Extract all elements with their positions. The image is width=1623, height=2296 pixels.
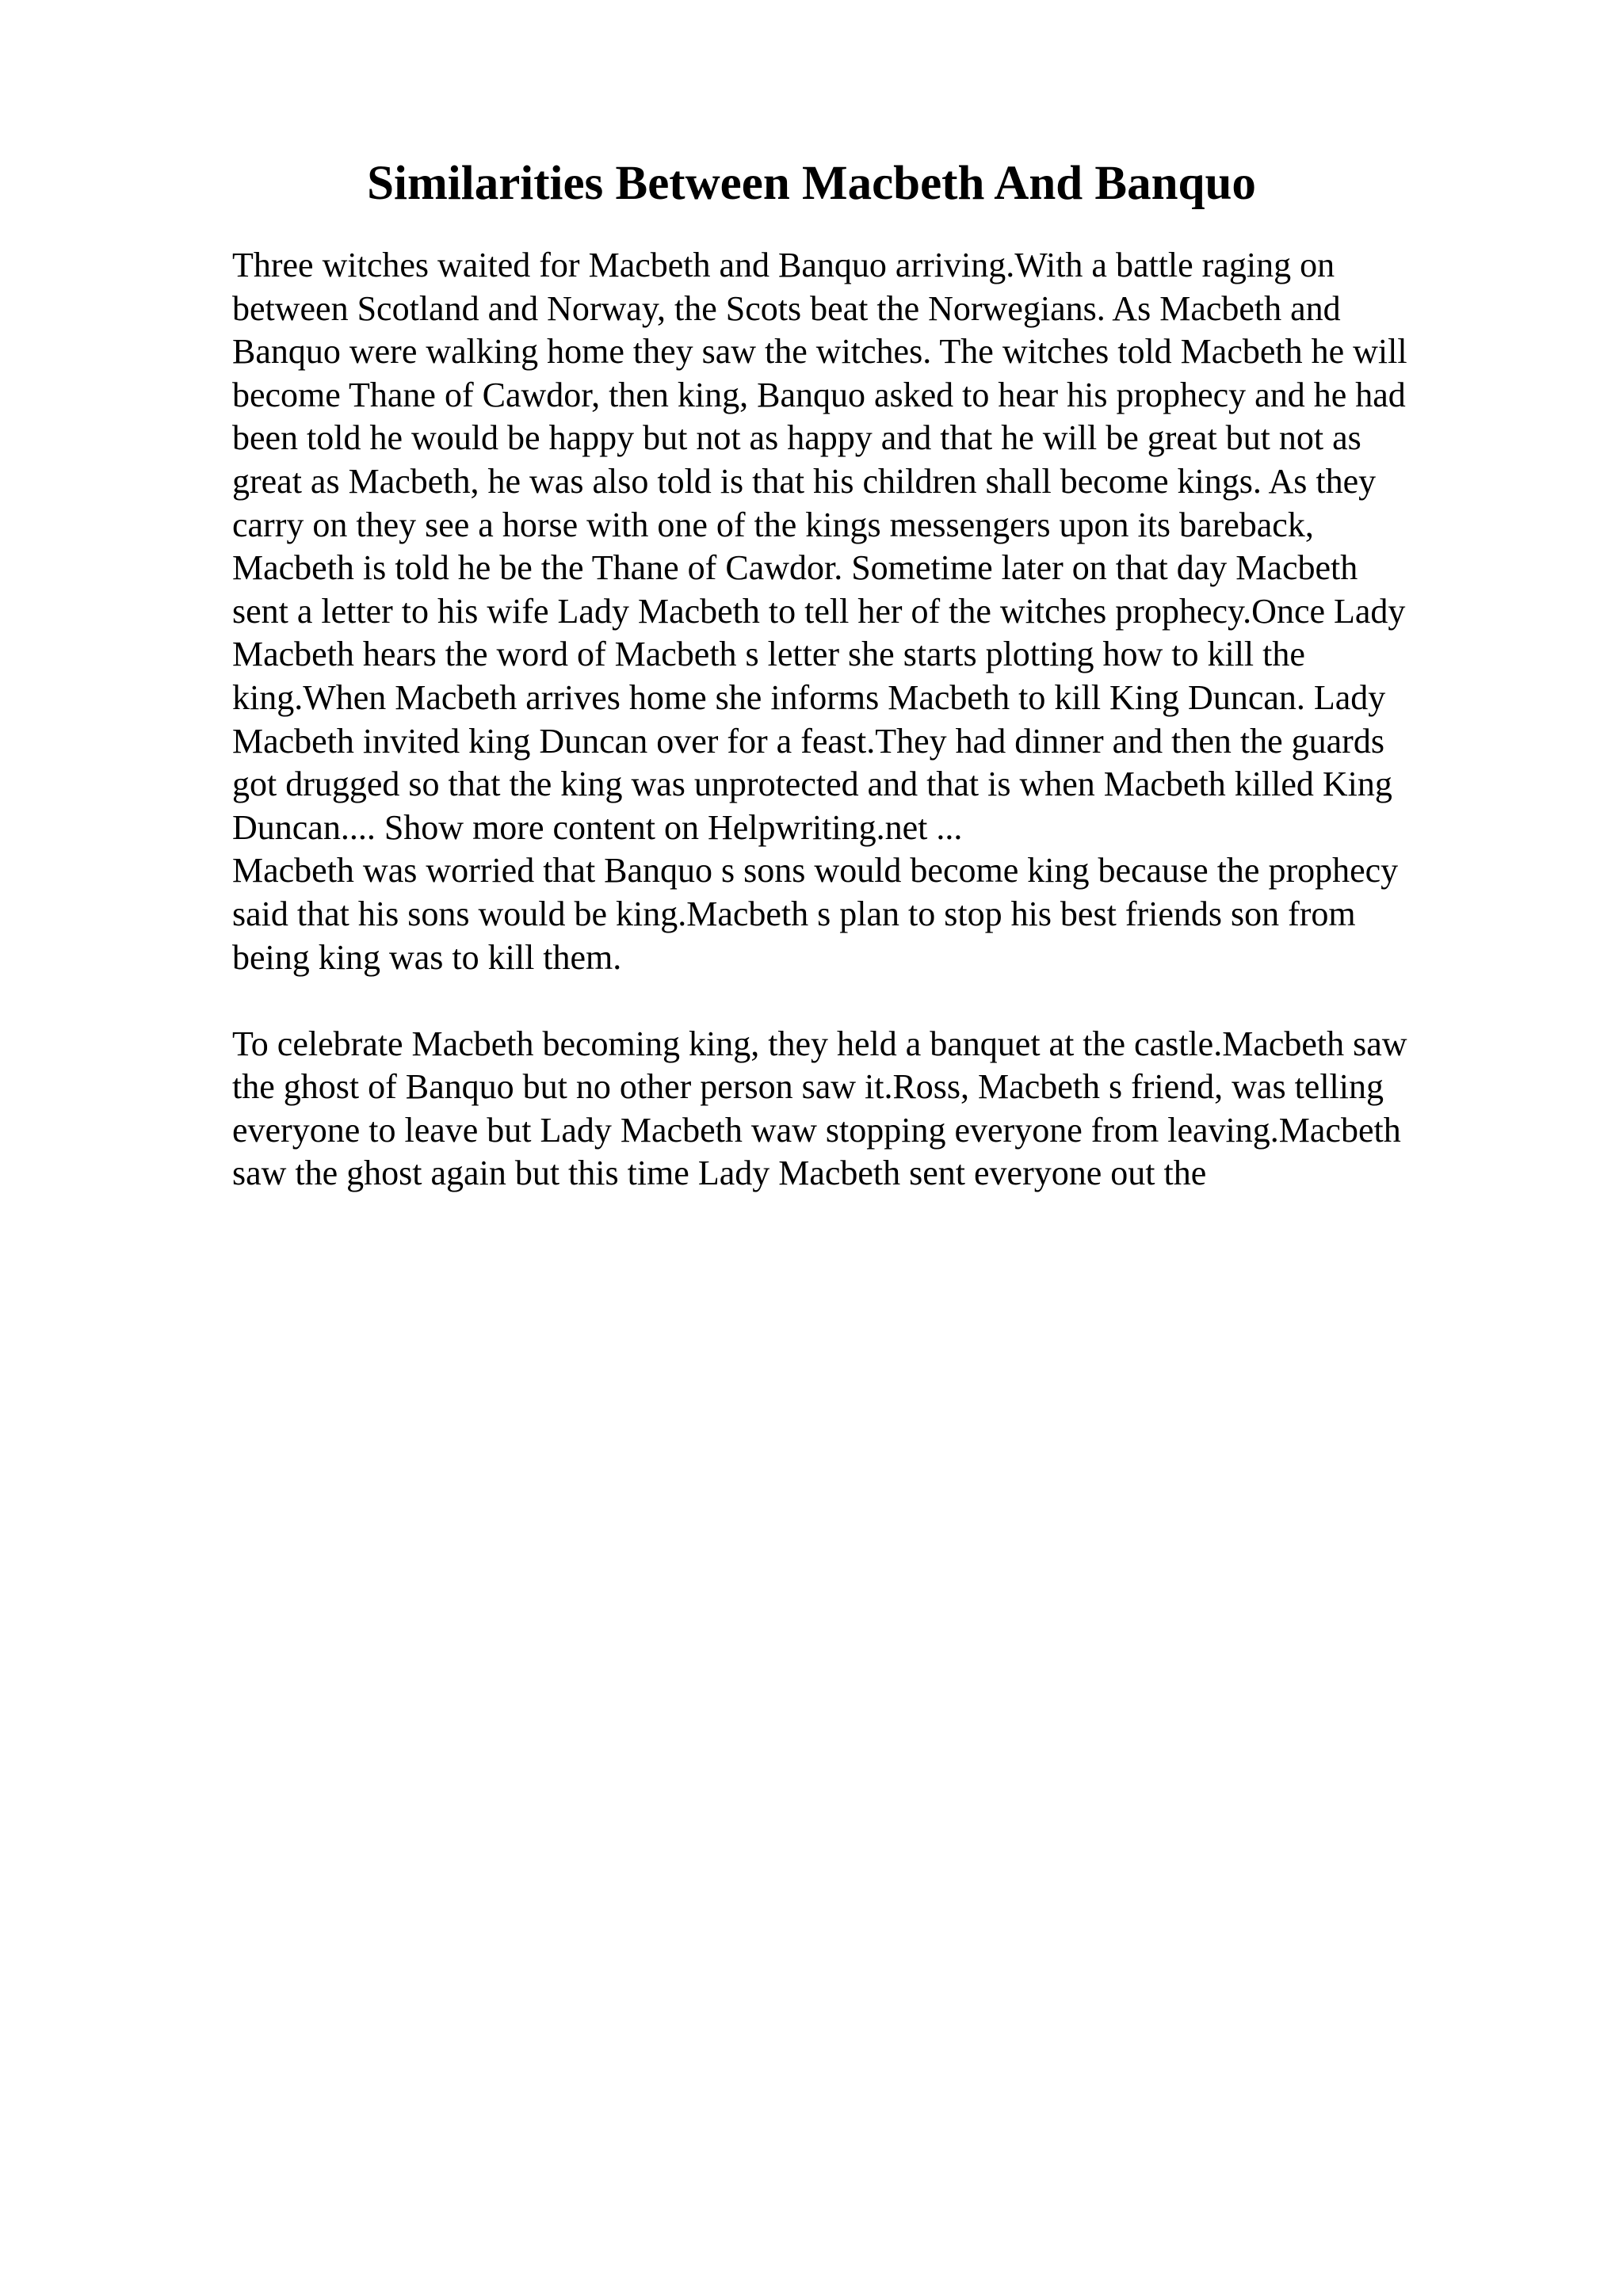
- paragraph-1: [232, 244, 1500, 849]
- paragraph-spacer: [232, 979, 1500, 1023]
- document-body: [232, 244, 1500, 1196]
- text-line: between Scotland and Norway, the Scots beat the Norwegians. As Macbeth and: [232, 288, 1341, 328]
- text-line: Banquo were walking home they saw the witches. The witches told Macbeth he will: [232, 332, 1407, 372]
- text-line: being king was to kill them.: [232, 937, 622, 977]
- text-line: great as Macbeth, he was also told is that his children shall become kings. As they: [232, 461, 1377, 501]
- text-line: everyone to leave but Lady Macbeth waw stopping everyone from leaving.Macbeth: [232, 1110, 1401, 1150]
- text-line: To celebrate Macbeth becoming king, they held a banquet at the castle.Macbeth saw: [232, 1024, 1407, 1063]
- text-line: Macbeth hears the word of Macbeth s letter she starts plotting how to kill the: [232, 635, 1305, 674]
- text-line: Three witches waited for Macbeth and Banquo arriving.With a battle raging on: [232, 246, 1335, 284]
- text-line: Macbeth is told he be the Thane of Cawdor. Sometime later on that day Macbeth: [232, 548, 1358, 588]
- paragraph-2: [232, 849, 1500, 979]
- text-line: the ghost of Banquo but no other person saw it.Ross, Macbeth s friend, was telling: [232, 1067, 1384, 1107]
- document-title: Similarities Between Macbeth And Banquo: [367, 157, 1256, 210]
- text-line: Duncan.... Show more content on Helpwriting.net ...: [232, 807, 963, 847]
- text-line: got drugged so that the king was unprotected and that is when Macbeth killed King: [232, 765, 1392, 804]
- text-line: Macbeth invited king Duncan over for a feast.They had dinner and then the guards: [232, 721, 1384, 761]
- text-line: king.When Macbeth arrives home she informs Macbeth to kill King Duncan. Lady: [232, 677, 1386, 717]
- text-line: sent a letter to his wife Lady Macbeth to tell her of the witches prophecy.Once Lady: [232, 591, 1406, 631]
- text-line: carry on they see a horse with one of the kings messengers upon its bareback,: [232, 505, 1314, 544]
- text-line: saw the ghost again but this time Lady Macbeth sent everyone out the: [232, 1154, 1207, 1193]
- text-line: been told he would be happy but not as happy and that he will be great but not as: [232, 418, 1361, 458]
- text-line: said that his sons would be king.Macbeth s plan to stop his best friends son from: [232, 894, 1356, 933]
- text-line: become Thane of Cawdor, then king, Banquo asked to hear his prophecy and he had: [232, 375, 1406, 414]
- paragraph-3: [232, 1023, 1500, 1196]
- text-line: Macbeth was worried that Banquo s sons would become king because the prophecy: [232, 851, 1399, 891]
